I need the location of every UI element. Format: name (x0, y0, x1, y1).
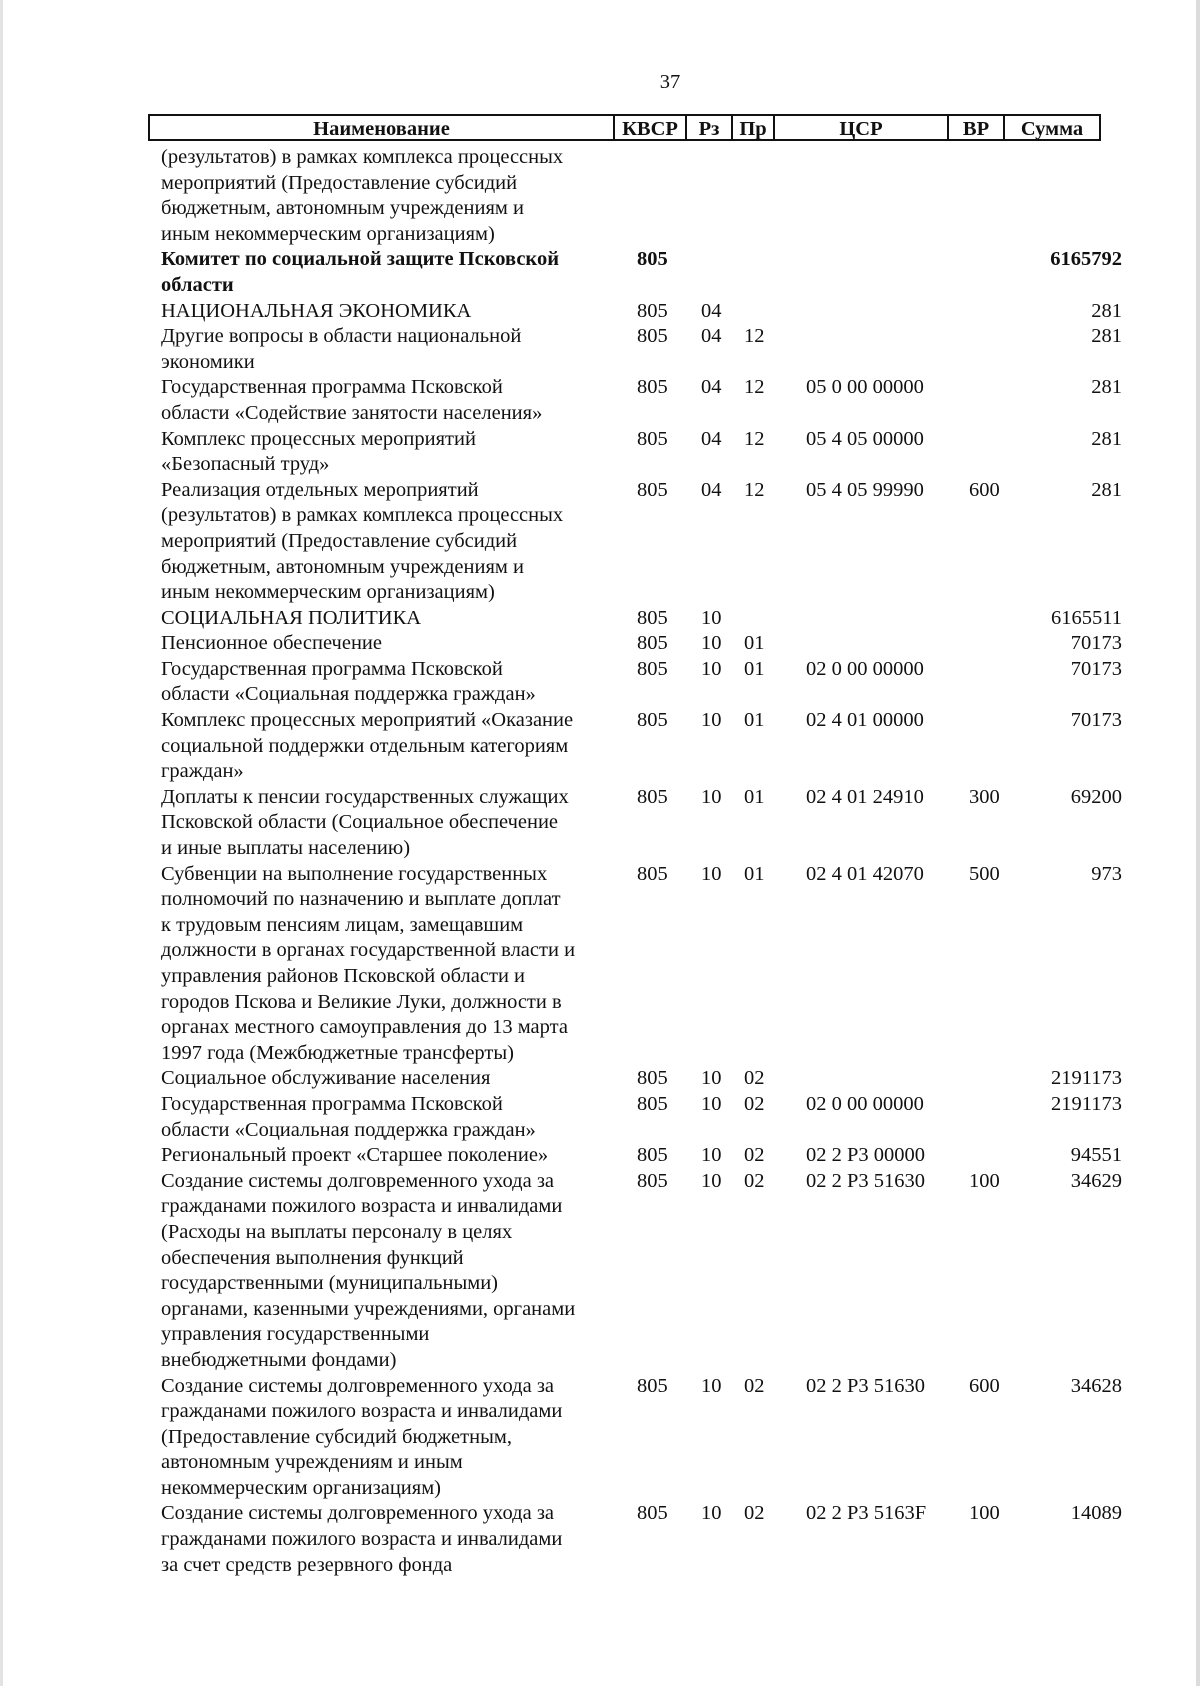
row-name (161, 1066, 611, 1092)
row-sum: 973 (1091, 862, 1122, 885)
row-sum: 14089 (1070, 1502, 1122, 1525)
row-kvsr: 805 (637, 376, 668, 399)
row-rz: 10 (701, 657, 722, 680)
row-pr: 01 (744, 862, 765, 885)
row-kvsr: 805 (637, 709, 668, 732)
table-row (0, 606, 1200, 632)
row-vr: 600 (969, 1374, 1000, 1397)
row-name (161, 324, 611, 375)
row-name-line: Комитет по социальной защите Псковской (161, 248, 560, 271)
row-name-line: Государственная программа Псковской (161, 376, 503, 399)
row-name-line: области (161, 273, 234, 296)
row-pr: 02 (744, 1374, 765, 1397)
row-name-line: за счет средств резервного фонда (161, 1553, 453, 1576)
row-rz: 10 (701, 1092, 722, 1115)
row-csr: 02 2 Р3 5163F (806, 1502, 927, 1525)
row-kvsr: 805 (637, 248, 668, 271)
row-csr: 05 0 00 00000 (806, 376, 924, 399)
row-sum: 281 (1091, 299, 1122, 322)
row-vr: 300 (969, 785, 1000, 808)
row-name-line: Государственная программа Псковской (161, 657, 503, 680)
row-kvsr: 805 (637, 1144, 668, 1167)
row-name-line: мероприятий (Предоставление субсидий (161, 171, 518, 194)
row-csr: 02 4 01 00000 (806, 709, 924, 732)
row-name-line: бюджетным, автономным учреждениям и (161, 197, 524, 220)
row-sum: 70173 (1070, 632, 1122, 655)
row-name (161, 247, 611, 298)
row-csr: 02 2 Р3 51630 (806, 1374, 926, 1397)
row-sum: 34628 (1070, 1374, 1122, 1397)
row-name-line: должности в органах государственной власти и (161, 939, 576, 962)
header-csr: ЦСР (775, 116, 949, 139)
header-rz: Рз (687, 116, 733, 139)
row-name-line: (результатов) в рамках комплекса процессных (161, 504, 564, 527)
header-kvsr: КВСР (615, 116, 687, 139)
table-row (0, 324, 1200, 375)
row-name (161, 478, 611, 606)
row-name-line: бюджетным, автономным учреждениям и (161, 555, 524, 578)
row-kvsr: 805 (637, 1067, 668, 1090)
row-name-line: Создание системы долговременного ухода за (161, 1169, 555, 1192)
row-kvsr: 805 (637, 1092, 668, 1115)
row-rz: 04 (701, 325, 722, 348)
row-name (161, 862, 611, 1067)
page-number: 37 (659, 71, 681, 93)
row-name-line: гражданами пожилого возраста и инвалидами (161, 1528, 563, 1551)
row-sum: 6165511 (1051, 606, 1122, 629)
row-name-line: автономным учреждениям и иным (161, 1451, 463, 1474)
row-rz: 10 (701, 1067, 722, 1090)
row-pr: 02 (744, 1502, 765, 1525)
row-rz: 04 (701, 376, 722, 399)
header-vr: ВР (949, 116, 1005, 139)
row-name-line: и иные выплаты населению) (161, 837, 411, 860)
row-name-line: Доплаты к пенсии государственных служащих (161, 785, 569, 808)
row-vr: 500 (969, 862, 1000, 885)
row-pr: 12 (744, 427, 765, 450)
row-name-line: управления районов Псковской области и (161, 965, 526, 987)
row-name (161, 1092, 611, 1143)
row-name-line: (результатов) в рамках комплекса процессных (161, 146, 564, 168)
row-sum: 69200 (1070, 785, 1122, 808)
row-kvsr: 805 (637, 427, 668, 450)
row-pr: 12 (744, 376, 765, 399)
table-row (0, 1066, 1200, 1092)
table-row (0, 708, 1200, 785)
table-row (0, 1374, 1200, 1502)
row-vr: 100 (969, 1169, 1000, 1192)
row-name-line: НАЦИОНАЛЬНАЯ ЭКОНОМИКА (161, 299, 472, 322)
row-name (161, 606, 611, 632)
row-csr: 05 4 05 00000 (806, 427, 924, 450)
row-csr: 02 4 01 24910 (806, 785, 924, 808)
row-name-line: Региональный проект «Старшее поколение» (161, 1144, 549, 1167)
row-name-line: Создание системы долговременного ухода за (161, 1374, 555, 1397)
table-row (0, 375, 1200, 426)
row-name-line: обеспечения выполнения функций (161, 1246, 464, 1269)
row-kvsr: 805 (637, 657, 668, 680)
row-name (161, 1143, 611, 1169)
table-body (0, 145, 1200, 1578)
row-pr: 01 (744, 657, 765, 680)
row-kvsr: 805 (637, 478, 668, 501)
row-rz: 04 (701, 299, 722, 322)
row-sum: 34629 (1070, 1169, 1122, 1192)
row-sum: 70173 (1070, 709, 1122, 732)
row-name-line: иным некоммерческим организациям) (161, 222, 495, 245)
row-rz: 10 (701, 606, 722, 629)
row-name (161, 785, 611, 862)
row-kvsr: 805 (637, 1502, 668, 1525)
row-name (161, 375, 611, 426)
row-pr: 02 (744, 1067, 765, 1090)
row-kvsr: 805 (637, 325, 668, 348)
table-row (0, 657, 1200, 708)
row-csr: 02 0 00 00000 (806, 1092, 924, 1115)
table-row (0, 1169, 1200, 1374)
row-sum: 2191173 (1051, 1067, 1122, 1090)
row-name-line: Государственная программа Псковской (161, 1092, 503, 1115)
row-rz: 10 (701, 1144, 722, 1167)
row-kvsr: 805 (637, 606, 668, 629)
row-name-line: социальной поддержки отдельным категориям (161, 734, 569, 757)
row-kvsr: 805 (637, 632, 668, 655)
table-row (0, 478, 1200, 606)
row-sum: 6165792 (1050, 248, 1122, 271)
row-name-line: внебюджетными фондами) (161, 1348, 397, 1371)
row-name-line: городов Пскова и Великие Луки, должности в (161, 990, 562, 1013)
row-rz: 04 (701, 478, 722, 501)
row-name-line: «Безопасный труд» (161, 453, 330, 476)
row-name-line: экономики (161, 350, 255, 373)
row-kvsr: 805 (637, 862, 668, 885)
row-name-line: области «Содействие занятости населения» (161, 401, 543, 424)
row-name-line: Реализация отдельных мероприятий (161, 478, 479, 501)
table-header (148, 114, 1101, 141)
row-name-line: граждан» (161, 760, 244, 783)
row-name (161, 145, 611, 247)
table-row (0, 631, 1200, 657)
row-rz: 10 (701, 632, 722, 655)
row-rz: 10 (701, 1169, 722, 1192)
table-row (0, 145, 1200, 247)
row-name-line: 1997 года (Межбюджетные трансферты) (161, 1041, 514, 1064)
row-pr: 02 (744, 1092, 765, 1115)
row-vr: 600 (969, 478, 1000, 501)
table-row (0, 1092, 1200, 1143)
row-kvsr: 805 (637, 1169, 668, 1192)
row-name-line: Пенсионное обеспечение (161, 632, 382, 655)
row-sum: 281 (1091, 478, 1122, 501)
row-csr: 02 2 Р3 51630 (806, 1169, 926, 1192)
row-pr: 12 (744, 325, 765, 348)
row-rz: 10 (701, 862, 722, 885)
table-row (0, 1501, 1200, 1578)
row-name-line: Создание системы долговременного ухода за (161, 1502, 555, 1525)
row-name-line: управления государственными (161, 1323, 430, 1346)
row-rz: 10 (701, 785, 722, 808)
row-pr: 01 (744, 632, 765, 655)
row-name-line: Другие вопросы в области национальной (161, 325, 522, 348)
row-name-line: Комплекс процессных мероприятий «Оказание (161, 709, 574, 732)
row-name-line: области «Социальная поддержка граждан» (161, 1118, 536, 1141)
row-name-line: Социальное обслуживание населения (161, 1067, 491, 1090)
row-sum: 2191173 (1051, 1092, 1122, 1115)
row-name-line: органах местного самоуправления до 13 марта (161, 1016, 568, 1039)
row-rz: 10 (701, 709, 722, 732)
row-name-line: (Расходы на выплаты персоналу в целях (161, 1220, 513, 1243)
row-csr: 05 4 05 99990 (806, 478, 924, 501)
row-name (161, 1169, 611, 1374)
row-name-line: Псковской области (Социальное обеспечение (161, 811, 559, 834)
row-kvsr: 805 (637, 785, 668, 808)
row-name (161, 631, 611, 657)
row-sum: 70173 (1070, 657, 1122, 680)
row-rz: 10 (701, 1502, 722, 1525)
row-name-line: области «Социальная поддержка граждан» (161, 683, 536, 706)
row-name (161, 299, 611, 325)
row-name (161, 427, 611, 478)
row-rz: 04 (701, 427, 722, 450)
row-name-line: некоммерческим организациям) (161, 1476, 441, 1499)
row-name-line: Комплекс процессных мероприятий (161, 427, 476, 450)
row-name (161, 657, 611, 708)
row-csr: 02 4 01 42070 (806, 862, 924, 885)
row-name-line: Субвенции на выполнение государственных (161, 862, 548, 885)
row-pr: 01 (744, 709, 765, 732)
row-name-line: к трудовым пенсиям лицам, замещавшим (161, 913, 524, 936)
table-row (0, 247, 1200, 298)
row-kvsr: 805 (637, 1374, 668, 1397)
row-name (161, 708, 611, 785)
row-name (161, 1374, 611, 1502)
row-sum: 281 (1091, 427, 1122, 450)
row-sum: 281 (1091, 376, 1122, 399)
row-csr: 02 0 00 00000 (806, 657, 924, 680)
row-name-line: мероприятий (Предоставление субсидий (161, 529, 518, 552)
row-name-line: гражданами пожилого возраста и инвалидами (161, 1400, 563, 1423)
row-sum: 281 (1091, 325, 1122, 348)
row-pr: 02 (744, 1144, 765, 1167)
table-row (0, 862, 1200, 1067)
row-name-line: органами, казенными учреждениями, органами (161, 1297, 576, 1320)
row-kvsr: 805 (637, 299, 668, 322)
table-row (0, 427, 1200, 478)
row-name-line: СОЦИАЛЬНАЯ ПОЛИТИКА (161, 606, 422, 629)
row-name (161, 1501, 611, 1578)
row-name-line: полномочий по назначению и выплате доплат (161, 888, 561, 911)
row-name-line: иным некоммерческим организациям) (161, 581, 495, 604)
table-row (0, 299, 1200, 325)
row-sum: 94551 (1070, 1144, 1122, 1167)
row-name-line: государственными (муниципальными) (161, 1272, 498, 1295)
header-name: Наименование (150, 116, 615, 139)
row-pr: 02 (744, 1169, 765, 1192)
header-pr: Пр (733, 116, 775, 139)
header-sum: Сумма (1020, 118, 1084, 140)
row-name-line: гражданами пожилого возраста и инвалидами (161, 1195, 563, 1218)
row-pr: 01 (744, 785, 765, 808)
row-vr: 100 (969, 1502, 1000, 1525)
table-row (0, 785, 1200, 862)
row-csr: 02 2 Р3 00000 (806, 1144, 926, 1167)
row-pr: 12 (744, 478, 765, 501)
row-rz: 10 (701, 1374, 722, 1397)
table-row (0, 1143, 1200, 1169)
row-name-line: (Предоставление субсидий бюджетным, (161, 1425, 512, 1448)
